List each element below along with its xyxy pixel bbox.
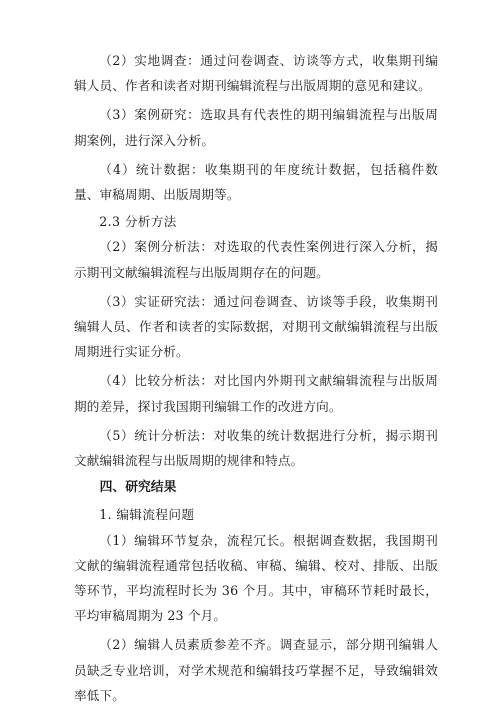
paragraph-statistical-analysis: （5）统计分析法：对收集的统计数据进行分析，揭示期刊文献编辑流程与出版周期的规律和特点。 (74, 427, 438, 469)
subheading-analysis-methods: 2.3 分析方法 (99, 214, 177, 230)
paragraph-field-survey: （2）实地调查：通过问卷调查、访谈等方式，收集期刊编辑人员、作者和读者对期刊编辑流程与出版周期的意见和建议。 (74, 53, 438, 94)
section-heading-results: 四、研究结果 (99, 480, 177, 496)
paragraph-editor-quality: （2）编辑人员素质参差不齐。调查显示，部分期刊编辑人员缺乏专业培训，对学术规范和编辑技巧掌握不足，导致编辑效率低下。 (74, 637, 438, 703)
paragraph-empirical-research: （3）实证研究法：通过问卷调查、访谈等手段，收集期刊编辑人员、作者和读者的实际数据，对期刊文献编辑流程与出版周期进行实证分析。 (74, 293, 438, 360)
subheading-editing-process-problems: 1. 编辑流程问题 (99, 507, 195, 523)
paragraph-comparative-analysis: （4）比较分析法：对比国内外期刊文献编辑流程与出版周期的差异，探讨我国期刊编辑工作的改进方向。 (74, 373, 438, 414)
paragraph-case-analysis: （2）案例分析法：对选取的代表性案例进行深入分析，揭示期刊文献编辑流程与出版周期存在的问题。 (74, 239, 438, 280)
paragraph-complex-process: （1）编辑环节复杂，流程冗长。根据调查数据，我国期刊文献的编辑流程通常包括收稿、审稿、编辑、校对、排版、出版等环节，平均流程时长为 36 个月。其中，审稿环节耗时最长，平均审稿周期为 23 个月。 (74, 532, 438, 624)
paragraph-statistics: （4）统计数据：收集期刊的年度统计数据，包括稿件数量、审稿周期、出版周期等。 (74, 161, 438, 203)
paragraph-case-study: （3）案例研究：选取具有代表性的期刊编辑流程与出版周期案例，进行深入分析。 (74, 107, 438, 148)
